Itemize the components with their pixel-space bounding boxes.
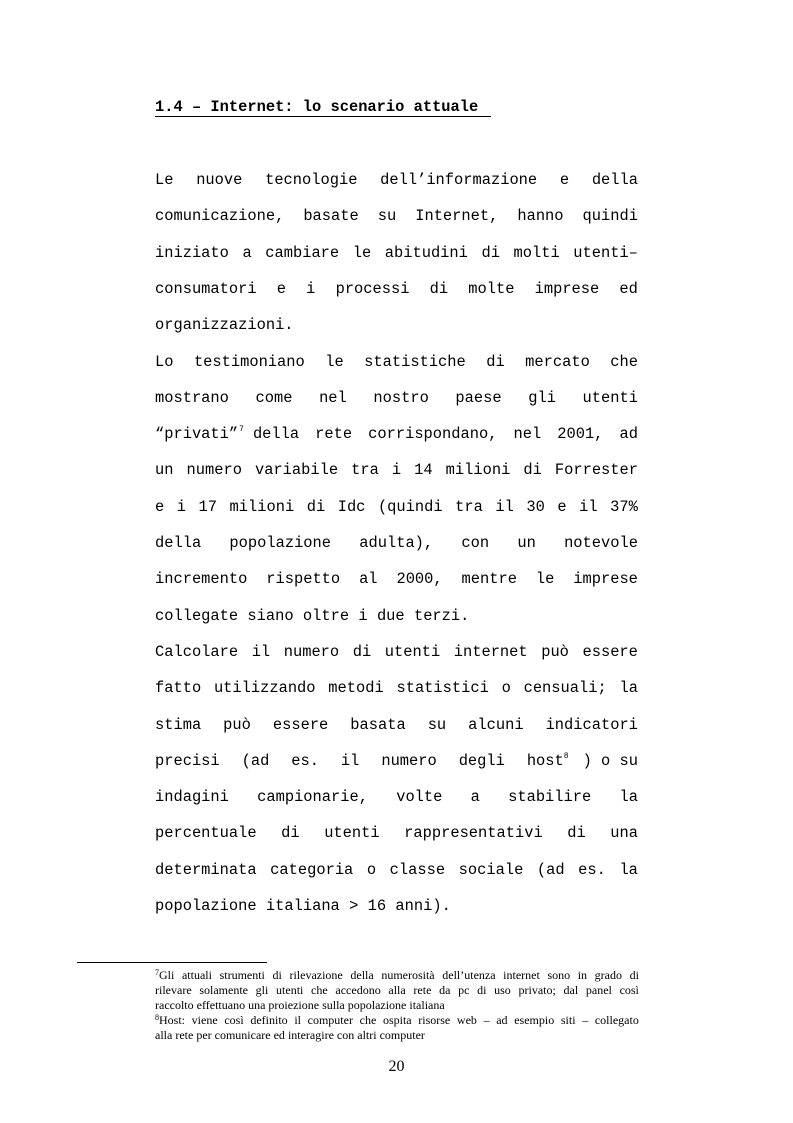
word: adulta), [359, 534, 434, 552]
word: indagini [155, 788, 229, 807]
word: Internet, [415, 207, 499, 226]
text-line [155, 170, 638, 190]
word: utenti [384, 642, 441, 661]
word: italiana [265, 897, 340, 915]
heading-underline [155, 116, 491, 117]
word: pc [458, 983, 470, 997]
word: i [391, 461, 402, 480]
footnote-separator [77, 962, 267, 963]
page-number: 20 [388, 1058, 405, 1075]
word: anni). [395, 897, 451, 915]
word: al [359, 570, 378, 589]
word: fatto [155, 679, 202, 698]
text-line [155, 533, 638, 553]
word: paese [455, 388, 502, 407]
word: host [526, 751, 564, 770]
text-segment [155, 751, 564, 771]
footnotes [155, 968, 639, 1043]
word: che [610, 352, 638, 371]
word: tecnologie [265, 171, 358, 189]
word: basate [303, 207, 359, 226]
text-line [155, 315, 638, 335]
word: la [619, 788, 638, 807]
text-line [155, 678, 638, 698]
text-segment: $^8$ ) o su [563, 751, 638, 770]
word: numero [283, 642, 340, 661]
word: collegate [155, 606, 239, 625]
word: > [349, 897, 359, 915]
word: le [535, 570, 555, 589]
word: essere [582, 642, 638, 661]
word: di [567, 824, 586, 843]
word: viene [191, 1013, 218, 1027]
word: sulla [322, 998, 345, 1012]
word: testimoniano [193, 352, 305, 371]
word: per [196, 1028, 212, 1042]
word: basata [350, 715, 406, 734]
word: privato; [518, 983, 556, 997]
word: precisi [155, 751, 220, 770]
word: un [517, 534, 536, 552]
word: comunicare [214, 1028, 271, 1042]
word: Lo [155, 352, 174, 371]
footnote-line [155, 968, 639, 983]
word: della [350, 968, 374, 982]
word: mentre [461, 570, 517, 589]
word: campionarie, [257, 788, 368, 807]
word: ospita [382, 1013, 412, 1027]
word: hanno [517, 207, 564, 226]
word: abitudini [384, 243, 468, 262]
word: sociale [458, 860, 524, 879]
word: stabilire [508, 788, 592, 807]
footnote-ref-7[interactable]: 7 [239, 425, 244, 435]
word: milioni [229, 497, 295, 516]
word: essere [272, 715, 329, 734]
word: 30 [526, 497, 545, 516]
word: così [224, 1013, 244, 1027]
word: il [340, 751, 360, 770]
word: della [591, 171, 638, 189]
text-line [155, 388, 638, 408]
word: tra [455, 497, 483, 516]
word: su [427, 715, 447, 734]
word: Le [155, 171, 174, 189]
word: siti [560, 1013, 576, 1027]
word: processi [335, 279, 410, 298]
word: su [377, 207, 397, 226]
word: censuali; [523, 679, 607, 698]
word: molte [468, 279, 515, 298]
word: il [495, 497, 514, 516]
word: quindi [582, 207, 638, 226]
word: alla [388, 983, 406, 997]
word: Gli [159, 968, 175, 982]
text-segment [253, 424, 638, 444]
word: 16 [367, 897, 387, 915]
text-line [155, 206, 638, 226]
word: di [477, 983, 487, 997]
word: milioni [445, 461, 511, 480]
word: proiezione [268, 998, 320, 1012]
word: esempio [514, 1013, 555, 1027]
word: di [629, 968, 639, 982]
word: Idc [337, 497, 366, 516]
word: 37% [610, 497, 638, 516]
word: – [582, 1013, 589, 1027]
word: ad [496, 1013, 508, 1027]
word: e [155, 497, 165, 516]
word: utenti [582, 388, 638, 407]
word: ad [619, 425, 638, 444]
word: e [559, 171, 570, 189]
word: 2000, [396, 570, 443, 589]
word: nel [513, 425, 542, 444]
word: può [541, 642, 569, 661]
word: interagire [287, 1028, 334, 1042]
word: terzi. [413, 606, 470, 625]
word: incremento [155, 570, 248, 589]
word: a [470, 788, 480, 807]
word: i [176, 497, 187, 516]
word: popolazione [229, 534, 332, 552]
word: il [579, 497, 598, 516]
word: notevole [564, 534, 638, 552]
word: la [619, 679, 638, 698]
word: accedono [335, 983, 381, 997]
word: popolazione [347, 998, 407, 1012]
word: statistici [396, 679, 489, 698]
word: della [252, 425, 300, 444]
word: imprese [534, 279, 600, 298]
footnote-number: 8 [155, 1013, 159, 1022]
word: di [281, 824, 300, 843]
word: di [523, 461, 542, 480]
word: grado [594, 968, 622, 982]
word: numero [186, 461, 242, 480]
word: – [483, 1013, 490, 1027]
word: dal [563, 983, 579, 997]
footnote-number: 7 [155, 968, 159, 977]
word: comunicazione, [155, 207, 285, 226]
word: e [276, 279, 287, 298]
word: Forrester [554, 461, 638, 480]
word: nel [319, 388, 347, 407]
word: utilizzando [213, 679, 316, 698]
text-line [155, 460, 638, 480]
word: volte [396, 788, 443, 807]
word: il [251, 642, 271, 661]
word: 2001, [557, 425, 604, 444]
word: strumenti [219, 968, 265, 982]
word: alcuni [468, 715, 524, 734]
word: oltre [302, 606, 350, 625]
word: Calcolare [155, 642, 239, 661]
word: le [325, 352, 344, 371]
text-line [155, 823, 638, 843]
word: dell’utenza [442, 968, 496, 982]
word: rete [315, 425, 353, 444]
word: es. [578, 860, 606, 879]
word: popolazione [155, 897, 257, 915]
word: di [481, 243, 500, 262]
footnote-line [155, 983, 639, 998]
word: utenti [276, 983, 304, 997]
word: con [461, 534, 490, 552]
word: definito [250, 1013, 288, 1027]
word: la [619, 860, 638, 879]
text-line [155, 896, 638, 916]
section-heading: 1.4 – Internet: lo scenario attuale [155, 98, 479, 116]
word: panel [585, 983, 612, 997]
word: i [306, 279, 316, 298]
word: numerosità [381, 968, 435, 982]
word: consumatori [155, 279, 257, 298]
text-line [155, 424, 638, 444]
word: statistiche [364, 352, 466, 371]
word: internet [503, 968, 540, 982]
word: web [456, 1013, 477, 1027]
word: nuove [196, 171, 243, 189]
word: 14 [414, 461, 433, 480]
word: es. [291, 751, 319, 770]
word: le [352, 243, 372, 262]
text-line [155, 715, 638, 735]
word: degli [458, 751, 505, 770]
word: metodi [328, 679, 384, 698]
word: cambiare [265, 243, 340, 262]
word: di [272, 968, 282, 982]
word: utenti– [573, 243, 638, 262]
word: Host: [159, 1013, 186, 1027]
word: utenti [324, 824, 380, 843]
word: rete [413, 983, 432, 997]
word: il [294, 1013, 301, 1027]
word: internet [453, 642, 528, 661]
word: 17 [198, 497, 218, 516]
footnote-line [155, 998, 639, 1013]
word: indicatori [545, 715, 638, 734]
word: rispetto [266, 570, 341, 589]
word: risorse [418, 1013, 451, 1027]
word: dell’informazione [380, 171, 538, 189]
word: in [577, 968, 588, 982]
footnote-line [155, 1013, 639, 1028]
word: corrispondano, [368, 425, 498, 444]
footnote-ref-8[interactable]: 8 [563, 751, 569, 761]
word: computer [379, 1028, 425, 1042]
word: solamente [199, 983, 248, 997]
word: può [223, 715, 251, 734]
word: sono [547, 968, 571, 982]
word: gli [255, 983, 269, 997]
text-line [155, 642, 638, 662]
text-line [155, 606, 638, 626]
word: così [619, 983, 639, 997]
word: mercato [525, 352, 590, 371]
word: della [155, 534, 202, 552]
word: percentuale [155, 824, 257, 843]
text-segment: “privati”$^7$ [155, 425, 244, 444]
word: categoria [270, 860, 354, 879]
word: che [359, 1013, 377, 1027]
word: stima [155, 715, 202, 734]
word: attuali [181, 968, 212, 982]
word: alla [155, 1028, 173, 1042]
word: come [255, 388, 293, 407]
word: nostro [373, 388, 429, 407]
word: tra [351, 461, 379, 480]
word: gli [528, 388, 556, 407]
word: organizzazioni. [155, 316, 294, 335]
word: di [486, 352, 505, 371]
word: molti [513, 243, 560, 262]
word: numero [381, 751, 437, 770]
text-line [155, 569, 638, 589]
word: rilevazione [289, 968, 343, 982]
word: rete [175, 1028, 194, 1042]
text-line [155, 279, 638, 299]
word: computer [307, 1013, 353, 1027]
word: collegato [594, 1013, 639, 1027]
word: a [242, 243, 252, 262]
word: iniziato [155, 243, 229, 262]
word: uso [494, 983, 511, 997]
word: imprese [573, 570, 638, 589]
word: rappresentativi [404, 824, 543, 843]
word: che [311, 983, 328, 997]
word: o [366, 860, 377, 879]
word: siano [247, 606, 294, 625]
word: altri [357, 1028, 377, 1042]
word: una [248, 998, 266, 1012]
word: ed [619, 279, 638, 298]
word: raccolto [155, 998, 194, 1012]
word: un [155, 461, 174, 480]
word: di [306, 497, 326, 516]
text-line [155, 497, 638, 517]
word: di [429, 279, 449, 298]
word: o [501, 679, 511, 698]
text-line [155, 243, 638, 263]
word: di [352, 642, 372, 661]
word: variabile [254, 461, 339, 480]
word: classe [389, 860, 446, 879]
word: determinata [155, 860, 257, 879]
word: rilevare [155, 983, 192, 997]
text-line [155, 751, 638, 771]
word: effettuano [196, 998, 246, 1012]
footnote-line [155, 1028, 639, 1043]
text-line [155, 860, 638, 880]
word: mostrano [155, 388, 229, 407]
word: (ad [536, 860, 565, 879]
word: (quindi [377, 497, 443, 516]
word: (ad [241, 751, 270, 770]
word: italiana [409, 998, 445, 1012]
word: due [376, 606, 405, 625]
word: e [557, 497, 567, 516]
word: con [336, 1028, 355, 1042]
word: da [439, 983, 451, 997]
word: ed [273, 1028, 285, 1042]
text-line [155, 352, 638, 372]
text-line [155, 787, 638, 807]
word: una [610, 824, 638, 843]
word: i [358, 606, 368, 625]
